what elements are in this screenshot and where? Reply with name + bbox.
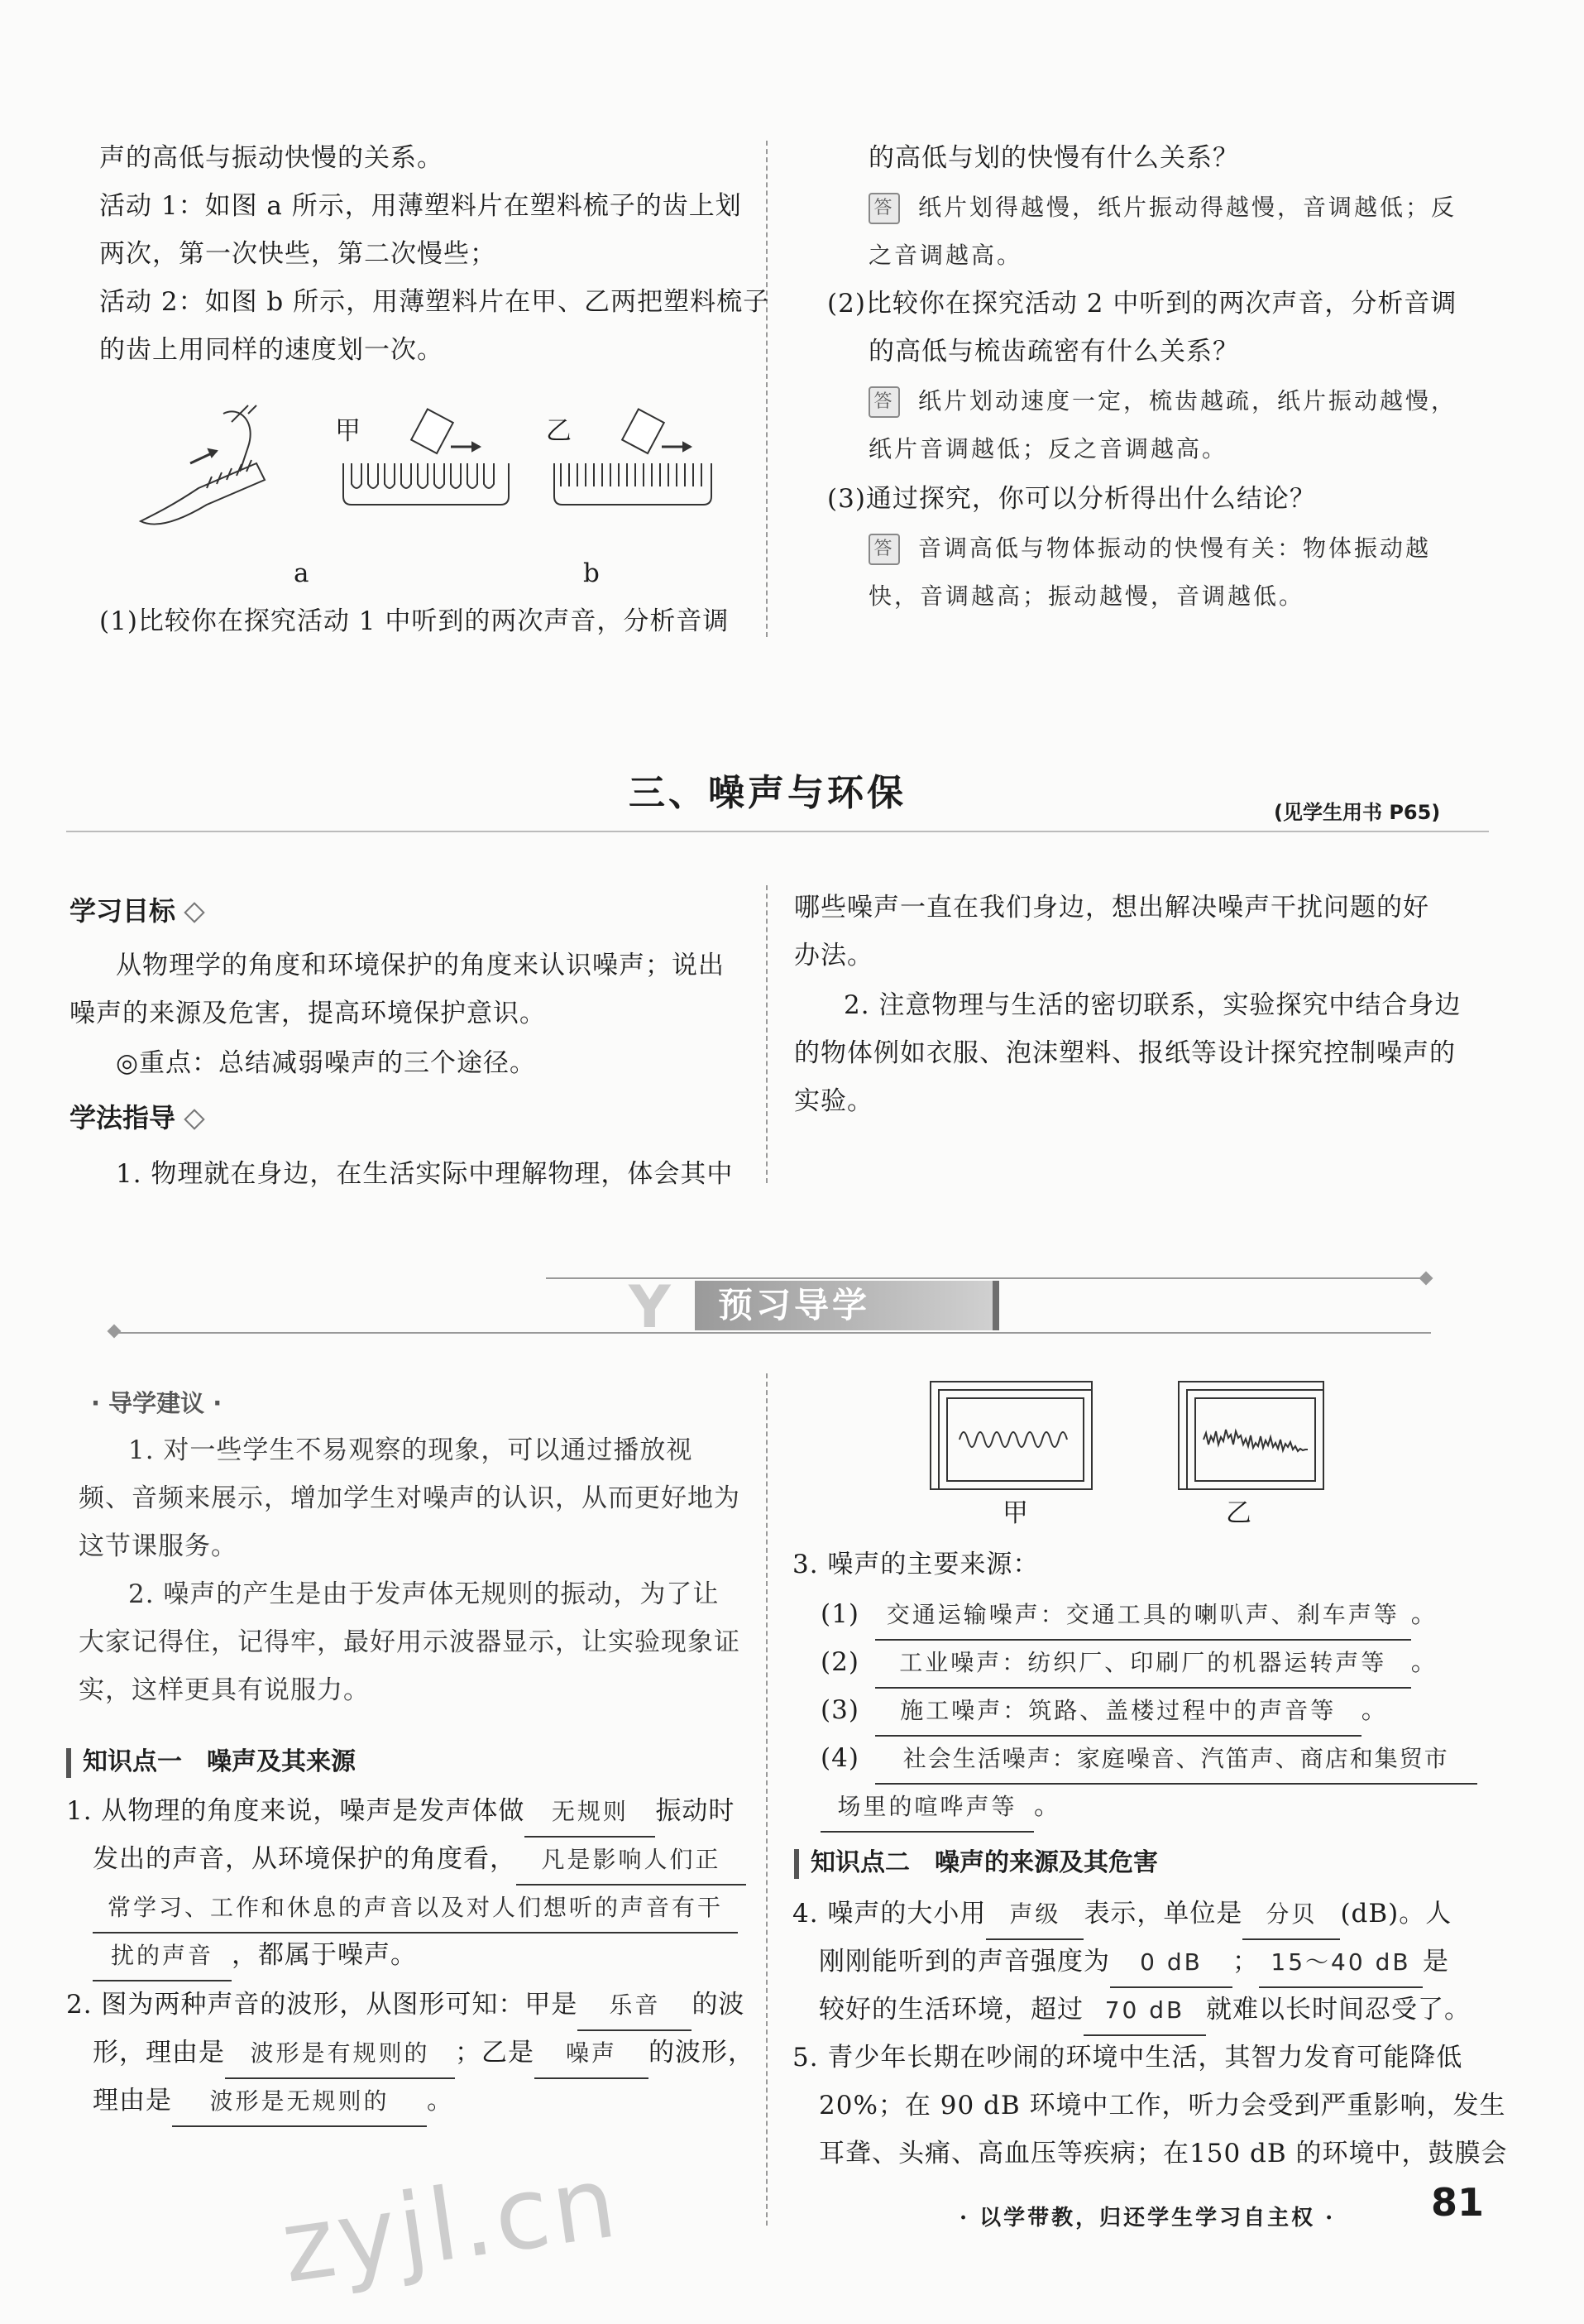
question-text: 2. 图为两种声音的波形，从图形可知：甲是: [66, 1990, 578, 2020]
question-text: 表示，单位是: [1084, 1899, 1243, 1929]
section-title: 三、噪声与环保: [629, 772, 907, 814]
waveform-figure: [926, 1378, 1340, 1502]
column-divider: [766, 1373, 768, 2226]
kp1-question-1: [66, 1787, 735, 1838]
answer-blank: 工业噪声：纺织厂、印刷厂的机器运转声等: [875, 1639, 1411, 1689]
key-point: ◎重点：总结减弱噪声的三个途径。: [116, 1048, 537, 1078]
guide-line: 实，这样更具有说服力。: [79, 1675, 370, 1705]
figure-b-comb-jia: [343, 409, 509, 505]
figure-caption-b: b: [583, 558, 601, 588]
period: 。: [1410, 1647, 1438, 1677]
question-1-cont: 的高低与划的快慢有什么关系？: [869, 143, 1239, 173]
answer-text: 之音调越高。: [869, 242, 1023, 269]
kp2-question-5-line: 20%；在 90 dB 环境中工作，听力会受到严重影响，发生: [819, 2091, 1506, 2120]
kp1-question-2-line: [93, 2077, 453, 2127]
question-text: 形，理由是: [93, 2038, 225, 2068]
answer-blank: 场里的喧哗声等: [821, 1783, 1034, 1833]
question-text: 的波: [692, 1990, 745, 2020]
goal-line: 从物理学的角度和环境保护的角度来认识噪声；说出: [116, 951, 725, 980]
heading-text: 学法指导: [69, 1102, 176, 1133]
banner-title: 预习导学: [718, 1285, 871, 1325]
question-text: 4. 噪声的大小用: [792, 1899, 987, 1929]
answer-blank: 无规则: [524, 1788, 655, 1838]
answer-blank: 0 dB: [1110, 1938, 1232, 1988]
question-2-cont: 的高低与梳齿疏密有什么关系？: [869, 337, 1239, 367]
question-text: 刚刚能听到的声音强度为: [819, 1947, 1110, 1977]
figure-label-jia: 甲: [335, 416, 361, 446]
answer-text: 音调高低与物体振动的快慢有关：物体振动越: [918, 534, 1432, 562]
activity1-line: 两次，第一次快些，第二次慢些；: [99, 239, 496, 269]
guide-line: 大家记得住，记得牢，最好用示波器显示，让实验现象证: [79, 1627, 740, 1657]
question-text: 是: [1423, 1947, 1449, 1977]
answer-text: 纸片划得越慢，纸片振动得越慢，音调越低；反: [918, 194, 1457, 221]
guide-line: 频、音频来展示，增加学生对噪声的认识，从而更好地为: [79, 1483, 740, 1513]
guide-line: 这节课服务。: [79, 1531, 237, 1561]
question-text: ，都属于噪声。: [232, 1940, 417, 1970]
kp2-question-4-line: [819, 1938, 1449, 1988]
period: 。: [1034, 1791, 1060, 1821]
figure-b-comb-yi: [554, 409, 711, 505]
answer-text: 纸片划动速度一定，梳齿越疏，纸片振动越慢，: [918, 387, 1457, 414]
method-line: 的物体例如衣服、泡沫塑料、报纸等设计探究控制噪声的: [794, 1038, 1456, 1068]
answer-blank: 扰的声音: [93, 1932, 232, 1981]
guide-heading: · 导学建议 ·: [91, 1389, 223, 1417]
column-divider: [766, 141, 768, 637]
question-text: 理由是: [93, 2086, 172, 2116]
guide-line: 2. 噪声的产生是由于发声体无规则的振动，为了让: [128, 1579, 720, 1609]
answer-badge: 答: [869, 193, 900, 224]
question-text: (dB)。人: [1340, 1899, 1452, 1929]
question-text: 1. 从物理的角度来说，噪声是发声体做: [66, 1796, 525, 1826]
heading-text: 知识点二 噪声的来源及其危害: [811, 1848, 1158, 1877]
answer-blank: 交通运输噪声：交通工具的喇叭声、刹车声等: [875, 1591, 1411, 1641]
figure-caption-a: a: [294, 558, 310, 588]
noise-source-1: [821, 1590, 1438, 1641]
answer-blank: 施工噪声：筑路、盖楼过程中的声音等: [875, 1687, 1361, 1737]
activity2-line: 活动 2：如图 b 所示，用薄塑料片在甲、乙两把塑料梳子: [99, 287, 770, 317]
kp2-question-5-line: 耳聋、头痛、高血压等疾病；在150 dB 的环境中，鼓膜会: [819, 2139, 1508, 2168]
answer-badge: 答: [869, 534, 900, 565]
answer-3: [869, 525, 1431, 573]
noise-source-3: [821, 1686, 1388, 1737]
question-text: 的波形，: [648, 2038, 754, 2068]
answer-blank: 70 dB: [1084, 1986, 1206, 2036]
section-reference: (见学生用书 P65): [1274, 801, 1441, 824]
method-line: 1. 物理就在身边，在生活实际中理解物理，体会其中: [116, 1159, 734, 1189]
kp2-question-4: [792, 1890, 1452, 1940]
watermark: zyjl.cn: [275, 2144, 626, 2306]
kp1-question-1-line: [93, 1883, 738, 1933]
answer-blank: 波形是有规则的: [225, 2029, 455, 2079]
question-text: ；乙是: [455, 2038, 534, 2068]
item-number: (4): [821, 1743, 859, 1773]
answer-blank: 常学习、工作和休息的声音以及对人们想听的声音有干: [93, 1884, 738, 1933]
question-text: 发出的声音，从环境保护的角度看，: [93, 1844, 516, 1874]
column-divider: [766, 885, 768, 1183]
method-heading: [69, 1097, 202, 1135]
page-number: 81: [1431, 2180, 1485, 2225]
kp-question-3: 3. 噪声的主要来源：: [792, 1550, 1040, 1579]
answer-text: 快，音调越高；振动越慢，音调越低。: [869, 582, 1305, 610]
figure-label-yi: 乙: [546, 416, 572, 446]
method-line: 办法。: [794, 941, 873, 970]
question-text: 振动时: [655, 1796, 735, 1826]
kp1-question-2: [66, 1981, 744, 2031]
heading-bar: [794, 1849, 799, 1879]
question-text: 就难以长时间忍受了。: [1206, 1995, 1471, 2025]
answer-blank: 凡是影响人们正: [516, 1836, 746, 1886]
question-text: 较好的生活环境，超过: [819, 1995, 1084, 2025]
question-1: (1)比较你在探究活动 1 中听到的两次声音，分析音调: [99, 606, 730, 636]
answer-blank: 15～40 dB: [1259, 1938, 1423, 1988]
figure-a-hand-comb: [141, 405, 265, 525]
answer-badge: 答: [869, 386, 900, 418]
oscilloscope-yi: [1179, 1382, 1323, 1489]
kp2-question-5: 5. 青少年长期在吵闹的环境中生活，其智力发育可能降低: [792, 2043, 1463, 2072]
answer-blank: 声级: [986, 1890, 1084, 1940]
item-number: (3): [821, 1695, 859, 1725]
learning-goals-heading: [69, 890, 202, 928]
answer-2: [869, 377, 1457, 425]
heading-bar: [66, 1748, 71, 1778]
answer-blank: 分贝: [1242, 1890, 1340, 1940]
text-line: 声的高低与振动快慢的关系。: [99, 143, 443, 173]
heading-text: 学习目标: [69, 895, 176, 927]
diamond-icon: [184, 902, 204, 922]
question-3: (3)通过探究，你可以分析得出什么结论？: [827, 484, 1316, 514]
banner-logo-icon: Y: [629, 1273, 671, 1341]
method-line: 哪些噪声一直在我们身边，想出解决噪声干扰问题的好: [794, 893, 1429, 922]
item-number: (2): [821, 1647, 859, 1677]
question-text: 。: [427, 2086, 453, 2116]
footer-motto: · 以学带教，归还学生学习自主权 ·: [959, 2206, 1336, 2231]
answer-blank: 噪声: [534, 2029, 648, 2079]
knowledge-point-1-heading: [66, 1741, 356, 1778]
waveform-label-yi: 乙: [1226, 1498, 1252, 1528]
noise-source-4: [821, 1734, 1477, 1785]
kp1-question-1-line: [93, 1835, 746, 1886]
banner-rule: [116, 1332, 1431, 1334]
question-text: ；: [1232, 1947, 1259, 1977]
answer-blank: 社会生活噪声：家庭噪音、汽笛声、商店和集贸市: [875, 1735, 1477, 1785]
answer-1: [869, 184, 1457, 232]
noise-source-4-line: [821, 1782, 1060, 1833]
period: 。: [1361, 1695, 1388, 1725]
diamond-icon: [108, 1325, 122, 1339]
kp1-question-1-line: [93, 1931, 417, 1981]
section-rule: [66, 831, 1489, 832]
kp1-question-2-line: [93, 2029, 754, 2079]
comb-figure: [124, 389, 720, 554]
item-number: (1): [821, 1599, 859, 1629]
answer-text: 纸片音调越低；反之音调越高。: [869, 435, 1228, 462]
question-2: (2)比较你在探究活动 2 中听到的两次声音，分析音调: [827, 289, 1457, 319]
diamond-icon: [184, 1109, 204, 1129]
oscilloscope-jia: [931, 1382, 1092, 1489]
answer-blank: 波形是无规则的: [172, 2077, 427, 2127]
guide-line: 1. 对一些学生不易观察的现象，可以通过播放视: [128, 1435, 693, 1465]
activity1-line: 活动 1：如图 a 所示，用薄塑料片在塑料梳子的齿上划: [99, 191, 742, 221]
kp2-question-4-line: [819, 1986, 1471, 2036]
activity2-line: 的齿上用同样的速度划一次。: [99, 335, 443, 365]
method-line: 2. 注意物理与生活的密切联系，实验探究中结合身边: [844, 990, 1462, 1020]
answer-blank: 乐音: [577, 1981, 692, 2031]
waveform-label-jia: 甲: [1003, 1498, 1029, 1528]
knowledge-point-2-heading: [794, 1842, 1158, 1879]
heading-text: 知识点一 噪声及其来源: [83, 1747, 356, 1776]
goal-line: 噪声的来源及危害，提高环境保护意识。: [69, 999, 546, 1028]
noise-source-2: [821, 1638, 1438, 1689]
method-line: 实验。: [794, 1086, 873, 1116]
period: 。: [1410, 1599, 1438, 1629]
